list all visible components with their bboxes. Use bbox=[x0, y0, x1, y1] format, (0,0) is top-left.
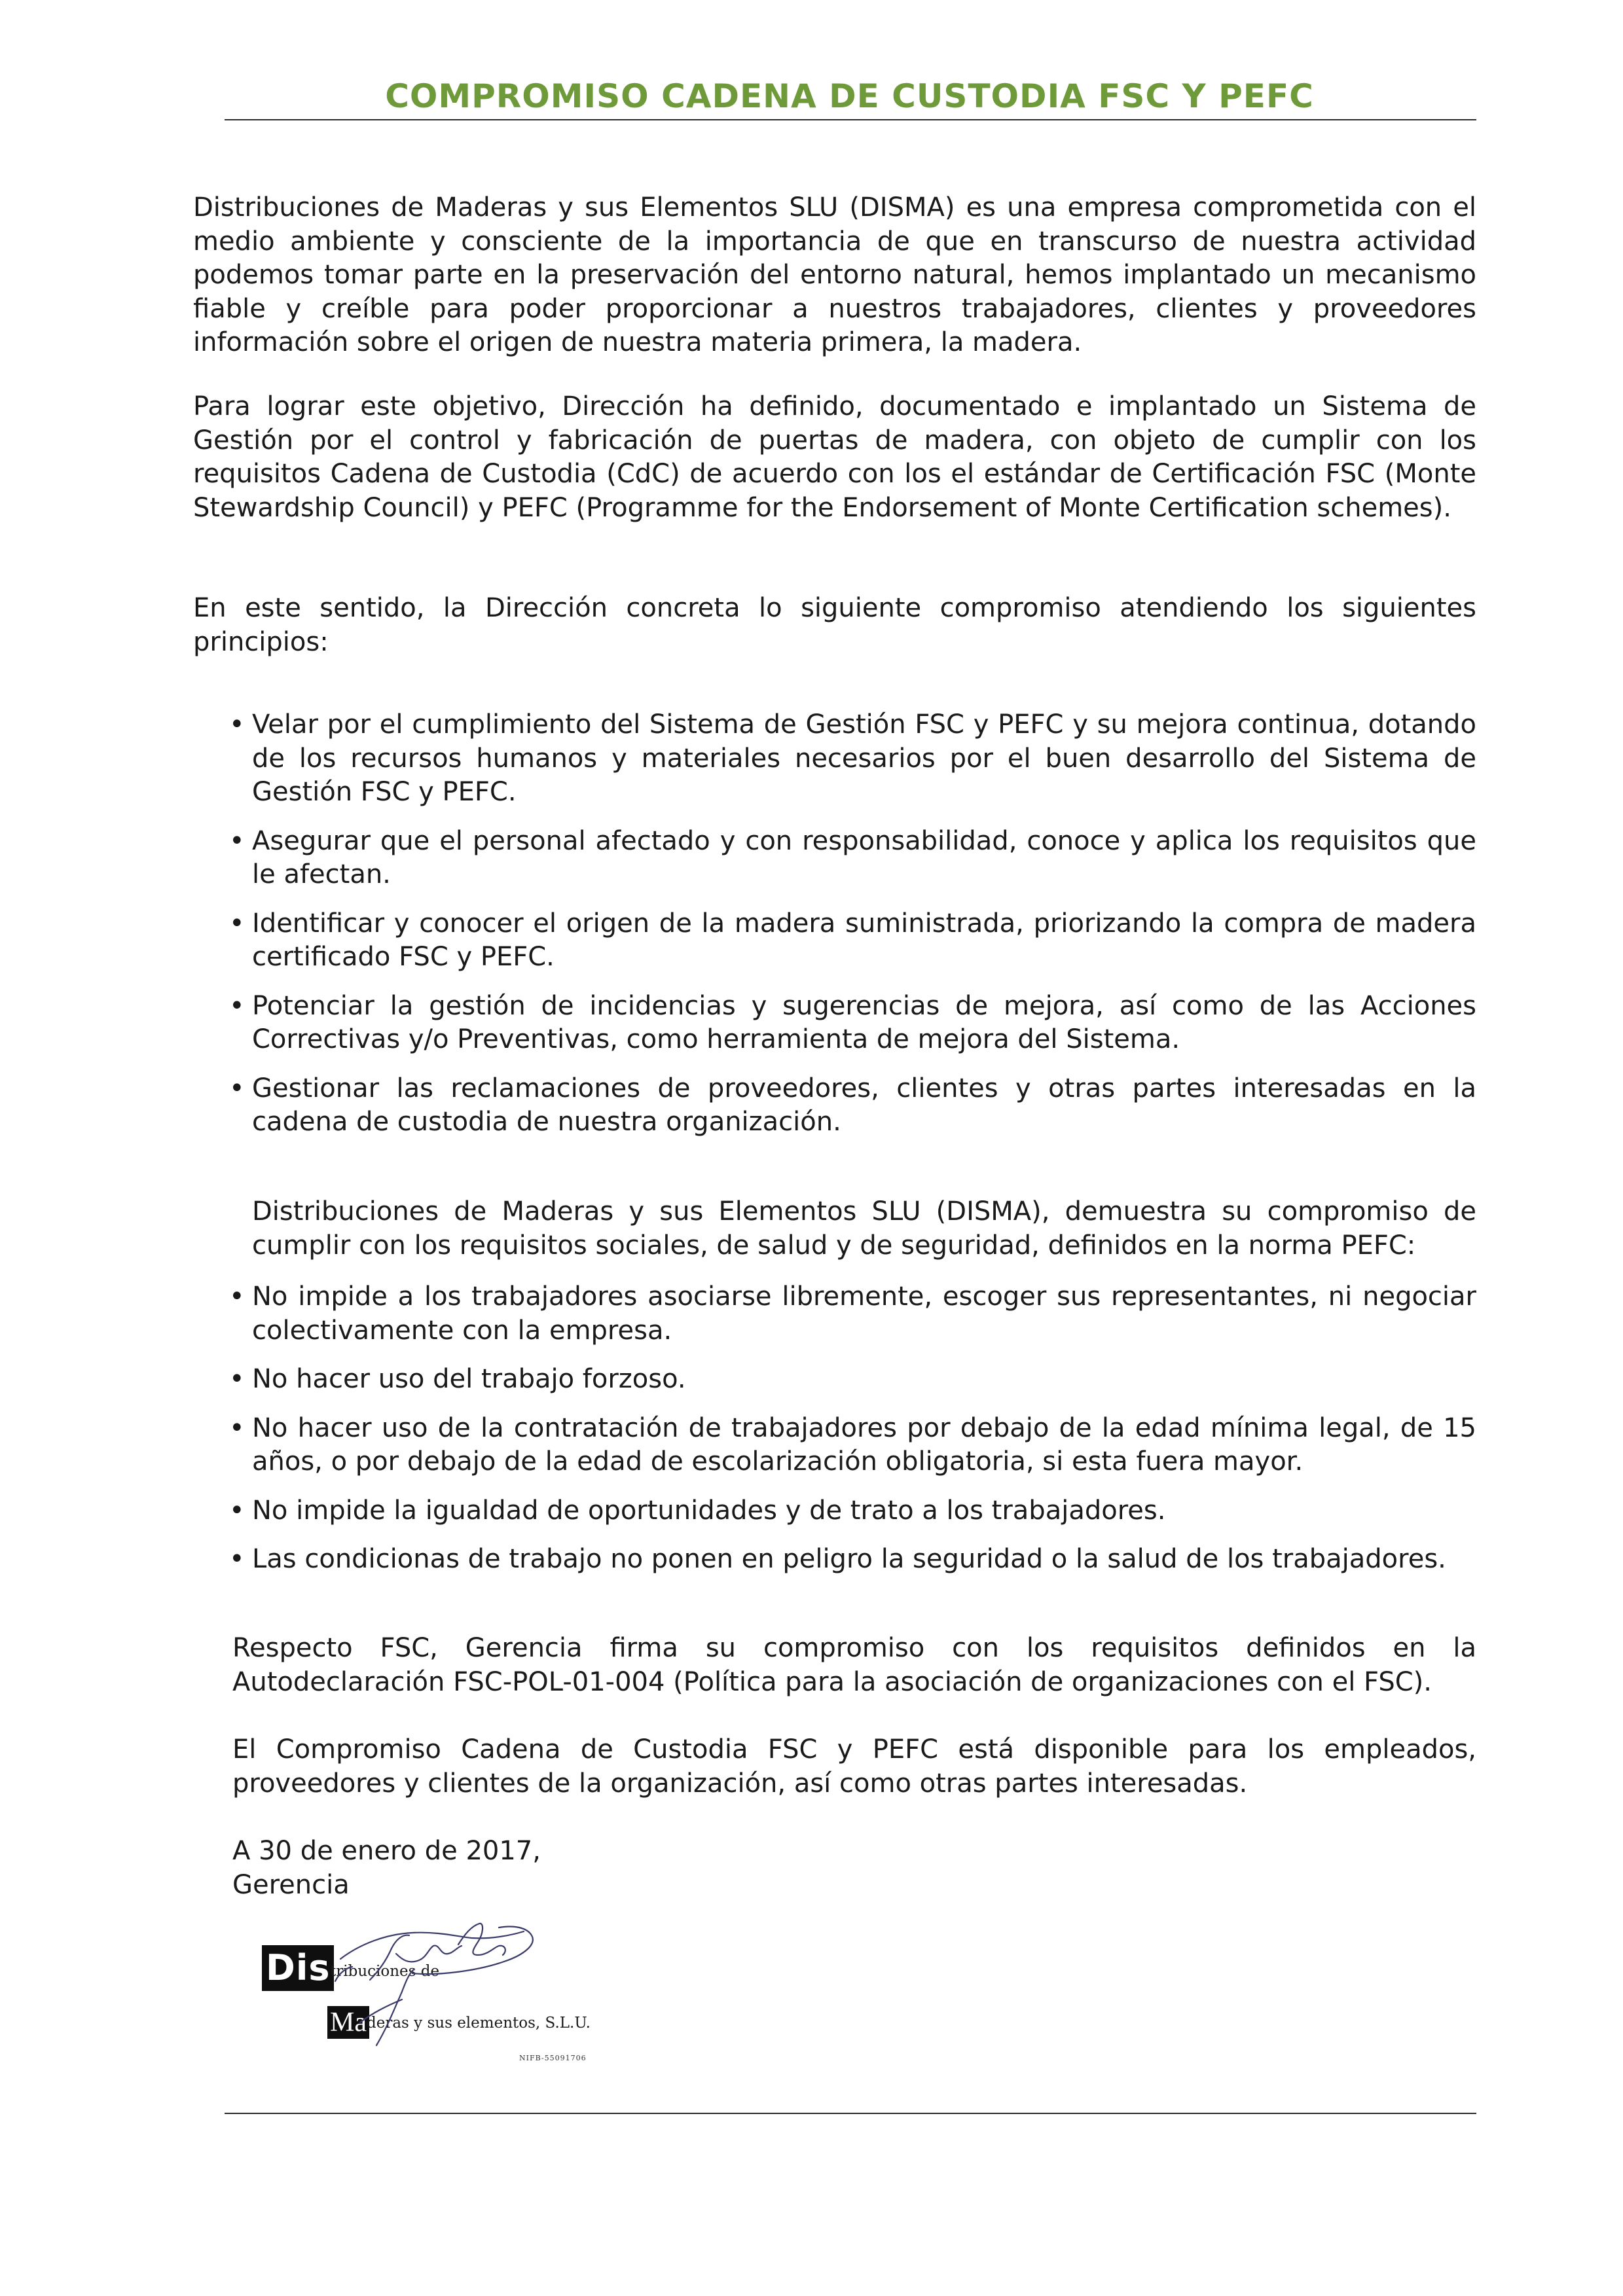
company-stamp bbox=[262, 1908, 629, 2072]
bullet-icon: • bbox=[229, 709, 245, 740]
objective-paragraph: Para lograr este objetivo, Dirección ha definido, documentado e implantado un Sistema de Gestión por el control y fabricación de puertas de madera, con objeto de cumplir con los requisitos Cadena de Custodia (CdC) de acuerdo con los el estándar de Certificación FSC (Monte Stewardship Council) y PEFC (Programme for the Endorsement of Monte Certification schemes). bbox=[193, 391, 1476, 523]
bullet-icon: • bbox=[229, 1282, 245, 1312]
list-item bbox=[229, 1494, 1476, 1528]
list-item-text: No hacer uso del trabajo forzoso. bbox=[252, 1364, 686, 1394]
stamp-logo-ma-text: deras y sus elementos, S.L.U. bbox=[367, 2015, 591, 2032]
list-item bbox=[229, 1363, 1476, 1397]
list-item-text: Las condicionas de trabajo no ponen en peligro la seguridad o la salud de los trabajadores. bbox=[252, 1544, 1446, 1574]
list-item-text: Velar por el cumplimiento del Sistema de Gestión FSC y PEFC y su mejora continua, dotando de los recursos humanos y materiales necesarios por el buen desarrollo del Sistema de Gestión FSC y PEFC. bbox=[252, 709, 1476, 807]
signatory-name: Gerencia bbox=[232, 1869, 350, 1900]
principles-list bbox=[229, 708, 1476, 1155]
list-item-text: Potenciar la gestión de incidencias y sugerencias de mejora, así como de las Acciones Correctivas y/o Preventivas, como herramienta de mejora del Sistema. bbox=[252, 990, 1476, 1054]
list-item bbox=[229, 1412, 1476, 1479]
social-commitment-paragraph: Distribuciones de Maderas y sus Elementos SLU (DISMA), demuestra su compromiso de cumplir con los requisitos sociales, de salud y de seguridad, definidos en la norma PEFC: bbox=[252, 1196, 1476, 1261]
list-item bbox=[229, 990, 1476, 1057]
signature-date: A 30 de enero de 2017, bbox=[232, 1836, 541, 1866]
list-item bbox=[229, 1543, 1476, 1577]
list-item-text: No impide a los trabajadores asociarse libremente, escoger sus representantes, ni negociar colectivamente con la empresa. bbox=[252, 1282, 1476, 1346]
list-item bbox=[229, 907, 1476, 975]
stamp-logo-dis-text: tribuciones de bbox=[330, 1963, 440, 1980]
list-item-text: No impide la igualdad de oportunidades y de trato a los trabajadores. bbox=[252, 1495, 1166, 1526]
bullet-icon: • bbox=[229, 990, 245, 1021]
social-requirements-list bbox=[229, 1280, 1476, 1592]
list-item-text: No hacer uso de la contratación de trabajadores por debajo de la edad mínima legal, de 15 años, o por debajo de la edad de escolarización obligatoria, si esta fuera mayor. bbox=[252, 1412, 1476, 1477]
handwritten-signature bbox=[262, 1908, 629, 2072]
header-divider bbox=[225, 119, 1476, 120]
principles-intro-paragraph: En este sentido, la Dirección concreta lo siguiente compromiso atendiendo los siguientes principios: bbox=[193, 593, 1476, 657]
document-title: COMPROMISO CADENA DE CUSTODIA FSC Y PEFC bbox=[385, 77, 1314, 115]
footer-divider bbox=[225, 2113, 1476, 2114]
list-item-text: Identificar y conocer el origen de la madera suministrada, priorizando la compra de madera certificado FSC y PEFC. bbox=[252, 908, 1476, 972]
stamp-logo-ma: Ma bbox=[327, 2006, 369, 2039]
list-item bbox=[229, 1072, 1476, 1139]
signature-block-text bbox=[232, 1835, 1018, 1902]
availability-paragraph: El Compromiso Cadena de Custodia FSC y PEFC está disponible para los empleados, proveedores y clientes de la organización, así como otras partes interesadas. bbox=[232, 1734, 1476, 1799]
stamp-nif: NIFB-55091706 bbox=[519, 2054, 587, 2062]
bullet-icon: • bbox=[229, 1073, 245, 1103]
list-item bbox=[229, 708, 1476, 810]
list-item bbox=[229, 825, 1476, 892]
bullet-icon: • bbox=[229, 1364, 245, 1394]
stamp-logo-dis: Dis bbox=[262, 1945, 334, 1991]
fsc-declaration-paragraph: Respecto FSC, Gerencia firma su compromiso con los requisitos definidos en la Autodeclaración FSC-POL-01-004 (Política para la asociación de organizaciones con el FSC). bbox=[232, 1633, 1476, 1697]
bullet-icon: • bbox=[229, 825, 245, 856]
list-item-text: Asegurar que el personal afectado y con responsabilidad, conoce y aplica los requisitos que le afectan. bbox=[252, 825, 1476, 889]
intro-paragraph: Distribuciones de Maderas y sus Elementos SLU (DISMA) es una empresa comprometida con el medio ambiente y consciente de la importancia de que en transcurso de nuestra actividad podemos tomar parte en la preservación del entorno natural, hemos implantado un mecanismo fiable y creíble para poder proporcionar a nuestros trabajadores, clientes y proveedores información sobre el origen de nuestra materia primera, la madera. bbox=[193, 192, 1476, 357]
bullet-icon: • bbox=[229, 1495, 245, 1526]
bullet-icon: • bbox=[229, 1544, 245, 1574]
list-item-text: Gestionar las reclamaciones de proveedores, clientes y otras partes interesadas en la cadena de custodia de nuestra organización. bbox=[252, 1073, 1476, 1137]
bullet-icon: • bbox=[229, 1412, 245, 1443]
list-item bbox=[229, 1280, 1476, 1348]
bullet-icon: • bbox=[229, 908, 245, 939]
